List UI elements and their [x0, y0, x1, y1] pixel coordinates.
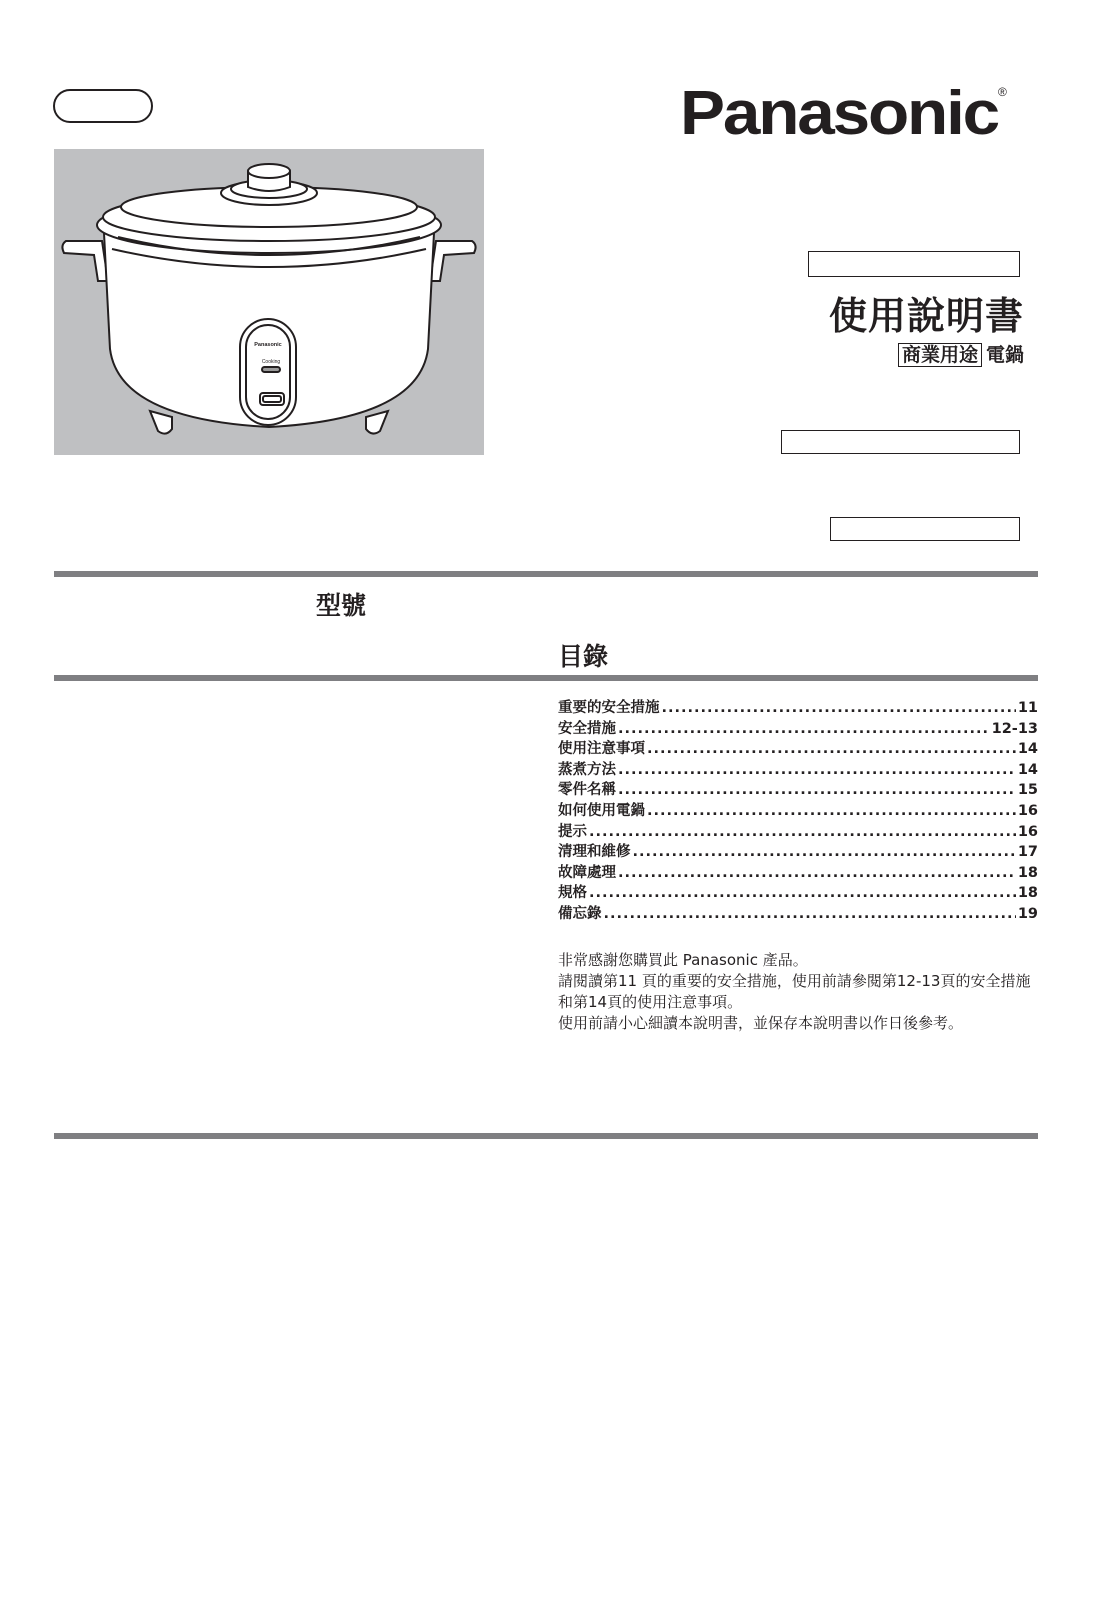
toc-item	[558, 737, 1038, 758]
toc-leader	[618, 782, 1016, 798]
toc-item-page: 15	[1017, 782, 1038, 799]
toc-item	[558, 696, 1038, 717]
toc-leader	[633, 844, 1016, 860]
toc-item-page: 18	[1017, 864, 1038, 881]
manual-subtitle	[898, 340, 1024, 367]
toc-item	[558, 717, 1038, 738]
toc-item-label: 零件名稱	[558, 782, 616, 799]
blank-box-bottom	[830, 517, 1020, 541]
intro-line-thanks: 非常感謝您購買此 Panasonic 產品。	[558, 951, 808, 969]
logo-wordmark: Panasonic	[680, 79, 999, 148]
divider-rule	[54, 1133, 1038, 1139]
blank-box-top	[808, 251, 1020, 277]
toc-item-label: 如何使用電鍋	[558, 802, 645, 819]
toc-item-page: 14	[1017, 741, 1038, 758]
toc-leader	[662, 700, 1016, 716]
toc-item	[558, 758, 1038, 779]
panasonic-logo	[680, 76, 1010, 148]
registered-mark: ®	[998, 85, 1007, 99]
panel-brand: Panasonic	[254, 342, 282, 348]
toc-leader	[604, 906, 1016, 922]
toc-leader	[618, 721, 990, 737]
toc-item	[558, 799, 1038, 820]
toc-leader	[618, 865, 1016, 881]
model-label: 型號	[316, 591, 367, 620]
toc-item	[558, 902, 1038, 923]
toc-item	[558, 861, 1038, 882]
intro-line-keep-manual: 使用前請小心細讀本說明書，並保存本說明書以作日後參考。	[558, 1014, 964, 1032]
toc-item-page: 16	[1017, 802, 1038, 819]
toc-item-label: 清理和維修	[558, 844, 631, 861]
toc-leader	[647, 741, 1016, 757]
blank-label-pill	[53, 89, 153, 123]
rice-cooker-drawing	[54, 149, 484, 455]
toc-item-page: 12-13	[991, 720, 1038, 737]
divider-rule	[54, 571, 1038, 577]
toc-item-label: 規格	[558, 885, 587, 902]
toc-item-label: 重要的安全措施	[558, 700, 660, 716]
toc-item-page: 16	[1017, 823, 1038, 840]
toc-leader	[589, 824, 1016, 840]
toc-item	[558, 778, 1038, 799]
toc-item-page: 14	[1017, 761, 1038, 778]
toc-item-page: 19	[1017, 905, 1038, 922]
toc-item-label: 安全措施	[558, 720, 616, 737]
manual-title: 使用說明書	[828, 294, 1024, 338]
toc-leader	[618, 762, 1016, 778]
panel-cooking-label: Cooking	[261, 359, 281, 365]
toc-item	[558, 881, 1038, 902]
toc-item-label: 故障處理	[558, 864, 616, 881]
intro-line-read-safety: 請閱讀第11 頁的重要的安全措施，使用前請參閱第12-13頁的安全措施和第14頁的使用注意事項。	[558, 972, 1031, 1011]
blank-box-middle	[781, 430, 1020, 454]
toc-heading: 目錄	[558, 642, 609, 671]
toc-item-label: 備忘錄	[558, 905, 602, 922]
subtitle-product: 電鍋	[985, 344, 1024, 366]
toc-item-page: 11	[1017, 700, 1038, 716]
toc-item-label: 蒸煮方法	[558, 761, 616, 778]
divider-rule	[54, 675, 1038, 681]
toc-item	[558, 840, 1038, 861]
toc-leader	[589, 885, 1016, 901]
toc-leader	[647, 803, 1016, 819]
toc-item	[558, 820, 1038, 841]
toc-item-label: 提示	[558, 823, 587, 840]
toc-item-page: 17	[1017, 844, 1038, 861]
toc-item-page: 18	[1017, 885, 1038, 902]
table-of-contents	[558, 696, 1038, 923]
toc-item-label: 使用注意事項	[558, 741, 645, 758]
intro-text	[558, 950, 1038, 1034]
rice-cooker-illustration	[54, 149, 484, 455]
subtitle-boxed: 商業用途	[898, 343, 982, 367]
